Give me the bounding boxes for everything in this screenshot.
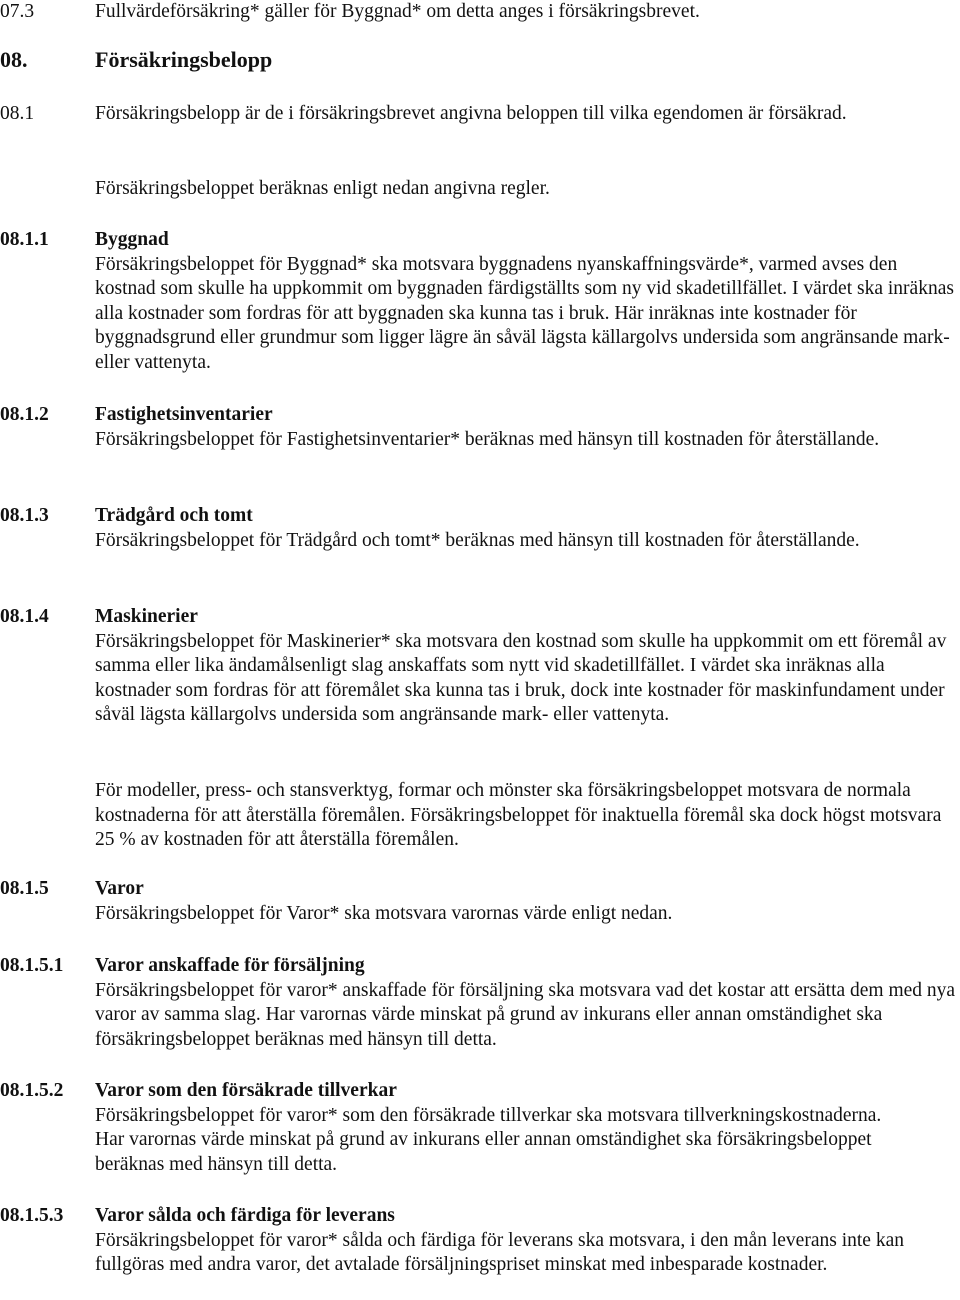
- section-08-1-paragraph: Försäkringsbelopp är de i försäkringsbrevet angivna beloppen till vilka egendomen är försäkrad.: [95, 103, 847, 124]
- section-08-1-5-body: Försäkringsbeloppet för Varor* ska motsvara varornas värde enligt nedan.: [95, 902, 673, 924]
- section-number-07-3: 07.3: [0, 1, 35, 22]
- section-08-1-5-2-title: Varor som den försäkrade tillverkar: [95, 1080, 397, 1101]
- section-number-08-1-2: 08.1.2: [0, 404, 49, 425]
- section-08-1-2-title: Fastighetsinventarier: [95, 404, 273, 425]
- section-08-1-4-title: Maskinerier: [95, 606, 198, 627]
- section-number-08-1-5: 08.1.5: [0, 878, 49, 899]
- section-08-1-5-2-block: [95, 1079, 895, 1177]
- section-number-08-1: 08.1: [0, 103, 35, 124]
- section-08-1-4-body-2: För modeller, press- och stansverktyg, formar och mönster ska försäkringsbeloppet motsvara de normala kostnaderna för att återställa föremålen. Försäkringsbeloppet för inaktuella föremål ska dock högst motsvara 25 % av kostnaden för att återställa föremålen.: [95, 780, 942, 850]
- section-08-1-5-1-title: Varor anskaffade för försäljning: [95, 955, 365, 976]
- section-08-title: Försäkringsbelopp: [95, 47, 273, 72]
- section-08-1-5-3-block: [95, 1204, 957, 1278]
- section-number-08-1-3: 08.1.3: [0, 505, 49, 526]
- section-number-08: 08.: [0, 47, 28, 72]
- section-08-1-5-block: [95, 877, 957, 926]
- section-08-1-5-3-body: Försäkringsbeloppet för varor* sålda och färdiga för leverans ska motsvara, i den mån leverans inte kan fullgöras med andra varor, det avtalade försäljningspriset minskat med inbesparade kostnader.: [95, 1229, 904, 1275]
- section-08-1-5-title: Varor: [95, 878, 144, 899]
- section-number-08-1-5-1: 08.1.5.1: [0, 955, 64, 976]
- section-08-1-5-1-body: Försäkringsbeloppet för varor* anskaffade för försäljning ska motsvara vad det kostar att ersätta dem med nya varor av samma slag. Har varornas värde minskat på grund av inkurans eller annan omständighet ska försäkringsbeloppet beräknas med hänsyn till detta.: [95, 979, 956, 1050]
- section-08-1-2-block: [95, 403, 895, 452]
- section-08-1-4-body: Försäkringsbeloppet för Maskinerier* ska motsvara den kostnad som skulle ha uppkommit om ett föremål av samma eller lika ändamålsenligt slag anskaffats som nytt vid skadetillfället. I värdet ska inräknas alla kostnader som fordras för att föremålet ska kunna tas i bruk, dock inte kostnader för maskinfundament under såväl lägsta källargolvs undersida som angränsande mark- eller vattenyta.: [95, 630, 947, 725]
- section-number-08-1-1: 08.1.1: [0, 229, 49, 250]
- section-08-1-1-block: [95, 228, 957, 375]
- section-number-08-1-4: 08.1.4: [0, 606, 49, 627]
- section-08-1-2-body: Försäkringsbeloppet för Fastighetsinventarier* beräknas med hänsyn till kostnaden för återställande.: [95, 428, 880, 450]
- section-07-3-text: Fullvärdeförsäkring* gäller för Byggnad* om detta anges i försäkringsbrevet.: [95, 1, 700, 22]
- section-08-1-5-2-body: Försäkringsbeloppet för varor* som den försäkrade tillverkar ska motsvara tillverkningskostnaderna. Har varornas värde minskat på grund av inkurans eller annan omständighet ska försäkringsbeloppet beräknas med hänsyn till detta.: [95, 1104, 882, 1175]
- section-08-1-1-body: Försäkringsbeloppet för Byggnad* ska motsvara byggnadens nyanskaffningsvärde*, varmed avses den kostnad som skulle ha uppkommit om byggnaden färdigställts som ny vid skadetillfället. I värdet ska inräknas alla kostnader som fordras för att byggnaden ska kunna tas i bruk. Här inräknas inte kostnader för byggnadsgrund eller grundmur som ligger lägre än såväl lägsta källargolvs undersida som angränsande mark- eller vattenyta.: [95, 253, 954, 373]
- section-number-08-1-5-3: 08.1.5.3: [0, 1205, 64, 1226]
- section-08-1-5-1-block: [95, 954, 957, 1052]
- section-08-1-3-body: Försäkringsbeloppet för Trädgård och tomt* beräknas med hänsyn till kostnaden för återställande.: [95, 529, 860, 551]
- section-08-1-1-title: Byggnad: [95, 229, 169, 250]
- section-08-1-5-3-title: Varor sålda och färdiga för leverans: [95, 1205, 395, 1226]
- section-number-08-1-5-2: 08.1.5.2: [0, 1080, 64, 1101]
- section-08-1-4-block: [95, 605, 957, 728]
- section-08-1-3-block: [95, 504, 885, 553]
- section-08-1-3-title: Trädgård och tomt: [95, 505, 253, 526]
- section-08-1-rules-paragraph: Försäkringsbeloppet beräknas enligt nedan angivna regler.: [95, 178, 550, 199]
